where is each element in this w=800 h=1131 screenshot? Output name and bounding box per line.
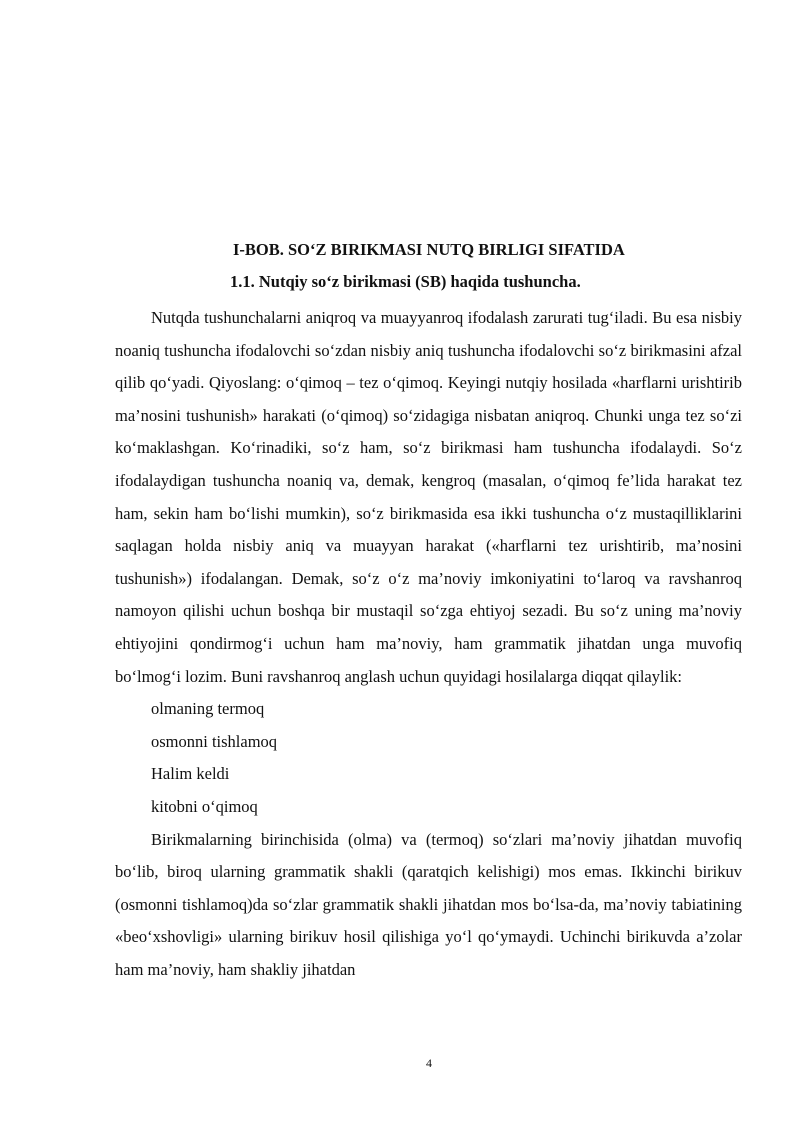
body-text <box>115 302 742 986</box>
example-item: Halim keldi <box>151 764 230 784</box>
chapter-title: I-BOB. SO‘Z BIRIKMASI NUTQ BIRLIGI SIFATIDA <box>233 240 625 259</box>
example-item: kitobni o‘qimoq <box>151 796 258 816</box>
page-number: 4 <box>426 1056 432 1070</box>
example-list <box>115 693 742 823</box>
paragraph-1: Nutqda tushunchalarni aniqroq va muayyanroq ifodalash zarurati tug‘iladi. Bu esa nisbiy noaniq tushuncha ifodalovchi so‘zdan nisbiy aniq tushuncha ifodalovchi so‘z birikmasini afzal qilib qo‘yadi. Qiyoslang: o‘qimoq – tez o‘qimoq. Keyingi nutqiy hosilada «harflarni urishtirib ma’nosini tushunish» harakati (o‘qimoq) so‘zidagiga nisbatan aniqroq. Chunki unga tez so‘zi ko‘maklashgan. Ko‘rinadiki, so‘z ham, so‘z birikmasi ham tushuncha ifodalaydi. So‘z ifodalaydigan tushuncha noaniq va, demak, kengroq (masalan, o‘qimoq fe’lida harakat tez ham, sekin ham bo‘lishi mumkin), so‘z birikmasida esa ikki tushuncha o‘z mustaqilliklarini saqlagan holda nisbiy aniq va muayyan harakat («harflarni tez urishtirib, ma’nosini tushunish») ifodalangan. Demak, so‘z o‘z ma’noviy imkoniyatini to‘laroq va ravshanroq namoyon qilishi uchun boshqa bir mustaqil so‘zga ehtiyoj sezadi. Bu so‘z uning ma’noviy ehtiyojini qondirmog‘i uchun ham ma’noviy, ham grammatik jihatdan unga muvofiq bo‘lmog‘i lozim. Buni ravshanroq anglash uchun quyidagi hosilalarga diqqat qilaylik: <box>115 308 742 686</box>
example-item: osmonni tishlamoq <box>151 731 278 751</box>
paragraph-2: Birikmalarning birinchisida (olma) va (termoq) so‘zlari ma’noviy jihatdan muvofiq bo‘lib, biroq ularning grammatik shakli (qaratqich kelishigi) mos emas. Ikkinchi birikuv (osmonni tishlamoq)da so‘zlar grammatik shakli jihatdan mos bo‘lsa-da, ma’noviy tabiatining «beo‘xshovligi» ularning birikuv hosil qilishiga yo‘l qo‘ymaydi. Uchinchi birikuvda a’zolar ham ma’noviy, ham shakliy jihatdan <box>115 829 742 979</box>
example-item: olmaning termoq <box>151 699 265 719</box>
section-title: 1.1. Nutqiy so‘z birikmasi (SB) haqida tushuncha. <box>230 272 581 291</box>
